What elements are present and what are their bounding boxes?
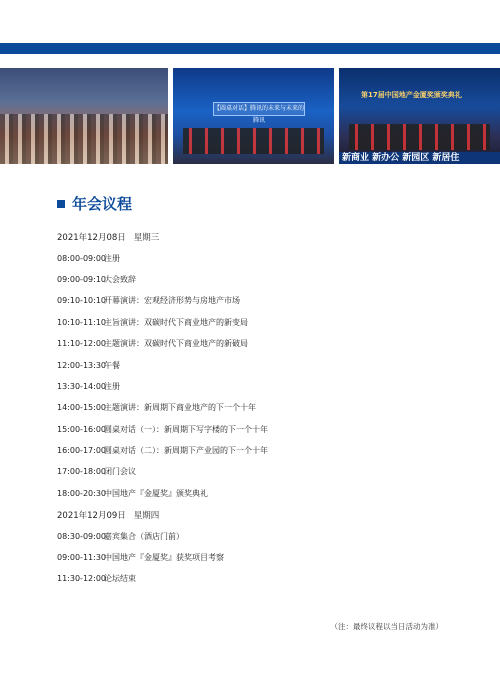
audience-crowd xyxy=(0,114,168,164)
agenda-description: 中国地产『金厦奖』颁奖典礼 xyxy=(104,488,208,498)
agenda-item xyxy=(57,312,457,333)
agenda-description: 大会致辞 xyxy=(104,274,136,284)
agenda-item xyxy=(57,290,457,311)
agenda-description: 主旨演讲：双碳时代下商业地产的新变局 xyxy=(104,317,248,327)
agenda-description: 中国地产『金厦奖』获奖项目考察 xyxy=(104,553,224,563)
agenda-item xyxy=(57,269,457,290)
day-weekday: 星期三 xyxy=(133,232,160,243)
agenda-item xyxy=(57,461,457,482)
agenda-description: 注册 xyxy=(104,253,120,263)
agenda-description: 圆桌对话（一）：新周期下写字楼的下一个十年 xyxy=(104,424,268,434)
agenda-item xyxy=(57,568,457,589)
agenda-time: 10:10-11:10 xyxy=(57,317,106,327)
agenda-item xyxy=(57,440,457,461)
agenda-item xyxy=(57,547,457,568)
agenda-time: 14:00-15:00 xyxy=(57,403,106,413)
agenda-description: 开幕演讲：宏观经济形势与房地产市场 xyxy=(104,296,240,306)
heading-square-icon xyxy=(57,200,65,208)
section-heading xyxy=(57,193,132,214)
agenda-time: 15:00-16:00 xyxy=(57,424,106,434)
page-title: 年会议程 xyxy=(72,195,133,213)
agenda-description: 论坛结束 xyxy=(104,574,136,584)
agenda-description: 午餐 xyxy=(104,360,120,370)
agenda-description: 嘉宾集合（酒店门前） xyxy=(104,531,184,541)
agenda-item xyxy=(57,419,457,440)
agenda-time: 08:30-09:00 xyxy=(57,531,106,541)
agenda-time: 13:30-14:00 xyxy=(57,381,106,391)
agenda-day-header xyxy=(57,226,457,247)
agenda-item xyxy=(57,354,457,375)
agenda-description: 圆桌对话（二）：新周期下产业园的下一个十年 xyxy=(104,446,268,456)
agenda-item xyxy=(57,333,457,354)
agenda-item xyxy=(57,483,457,504)
agenda-time: 12:00-13:30 xyxy=(57,360,106,370)
agenda-description: 注册 xyxy=(104,381,120,391)
day-date: 2021年12月09日 xyxy=(57,510,126,521)
agenda-item xyxy=(57,397,457,418)
agenda-time: 16:00-17:00 xyxy=(57,446,106,456)
photo-audience xyxy=(0,68,168,164)
stage-banner-text: 新商业 新办公 新园区 新居住 xyxy=(339,152,500,164)
panel-speakers xyxy=(183,128,324,154)
agenda-description: 主题演讲：双碳时代下商业地产的新破局 xyxy=(104,339,248,349)
award-winners xyxy=(349,124,490,150)
agenda-time: 17:00-18:00 xyxy=(57,467,106,477)
agenda-list xyxy=(57,226,457,590)
agenda-time: 09:00-11:30 xyxy=(57,553,106,563)
photo-panel-discussion xyxy=(173,68,334,164)
agenda-time: 11:10-12:00 xyxy=(57,339,106,349)
agenda-time: 09:10-10:10 xyxy=(57,296,106,306)
agenda-time: 18:00-20:30 xyxy=(57,488,106,498)
agenda-description: 闭门会议 xyxy=(104,467,136,477)
agenda-item xyxy=(57,376,457,397)
day-weekday: 星期四 xyxy=(133,510,160,521)
day-date: 2021年12月08日 xyxy=(57,232,126,243)
agenda-time: 09:00-09:10 xyxy=(57,274,106,284)
agenda-item xyxy=(57,247,457,268)
footnote: （注：最终议程以当日活动为准） xyxy=(330,622,443,631)
agenda-time: 08:00-09:00 xyxy=(57,253,106,263)
agenda-day-header xyxy=(57,504,457,525)
agenda-item xyxy=(57,525,457,546)
agenda-description: 主题演讲：新周期下商业地产的下一个十年 xyxy=(104,403,256,413)
stage-award-title: 第17届中国地产金厦奖颁奖典礼 xyxy=(361,91,462,99)
top-blue-bar xyxy=(0,43,500,54)
photo-award-ceremony xyxy=(339,68,500,164)
stage-screen-title: 【圆桌对话】腾讯的未来与未来的腾讯 xyxy=(213,102,305,116)
agenda-time: 11:30-12:00 xyxy=(57,574,106,584)
